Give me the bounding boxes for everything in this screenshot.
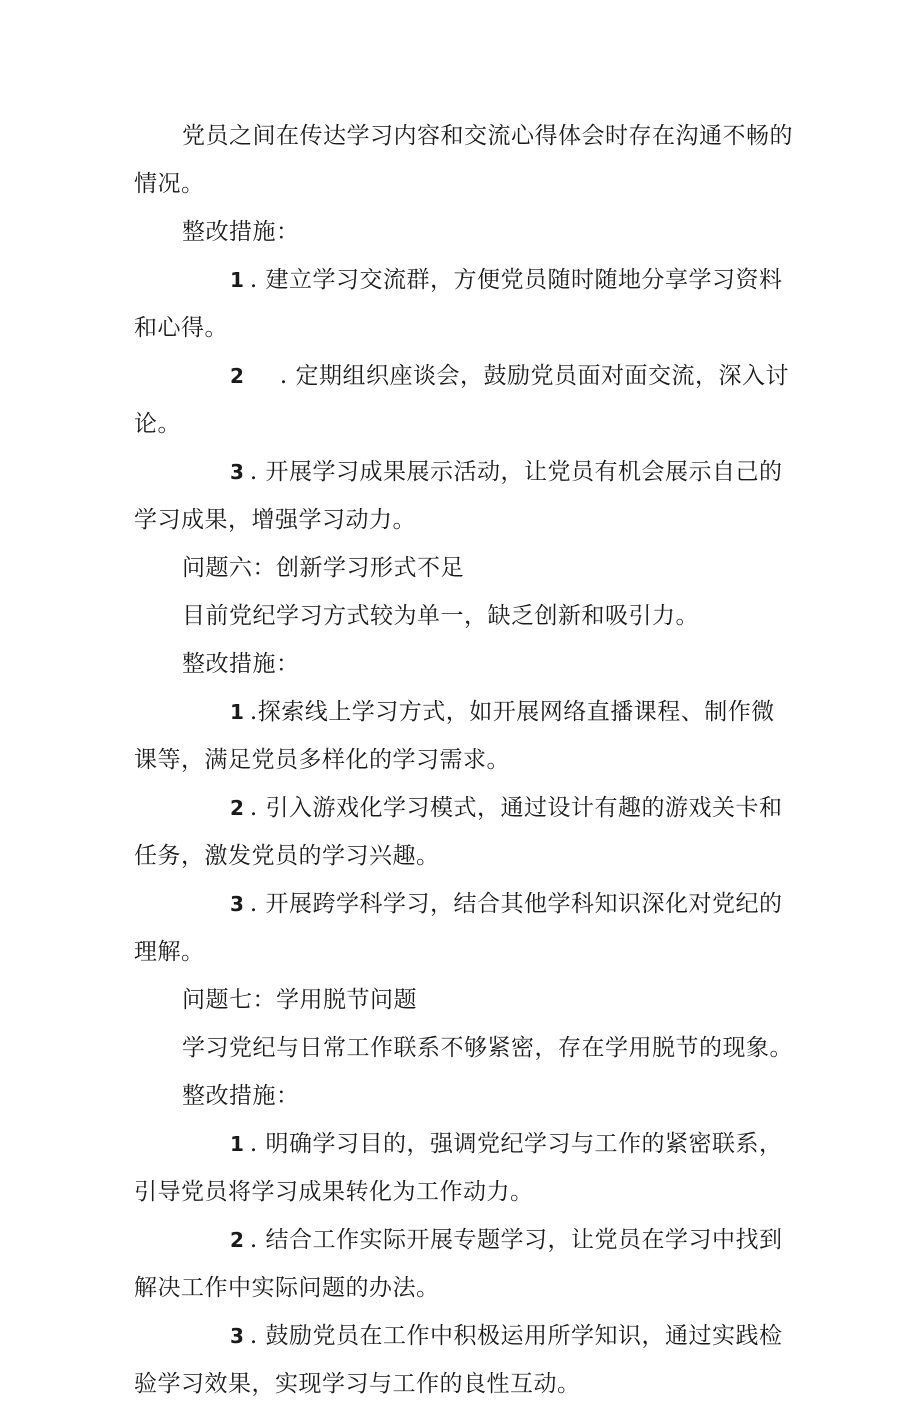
- item-text: . 鼓励党员在工作中积极运用所学知识，通过实践检验学习效果，实现学习与工作的良性互动。: [134, 1323, 783, 1397]
- item-number: 2: [230, 364, 244, 388]
- list-item: [134, 1216, 794, 1312]
- paragraph: [134, 592, 794, 640]
- item-number: 1: [230, 700, 244, 724]
- list-item: [134, 1312, 794, 1408]
- list-item: [134, 784, 794, 880]
- paragraph-text: 党员之间在传达学习内容和交流心得体会时存在沟通不畅的情况。: [134, 123, 793, 197]
- item-text: . 建立学习交流群，方便党员随时随地分享学习资料和心得。: [134, 267, 783, 341]
- paragraph: [134, 112, 794, 208]
- section-label: [134, 1072, 794, 1120]
- list-item: [134, 688, 794, 784]
- paragraph-text: 学习党纪与日常工作联系不够紧密，存在学用脱节的现象。: [182, 1035, 793, 1061]
- item-text: . 定期组织座谈会，鼓励党员面对面交流，深入讨论。: [134, 363, 790, 437]
- item-text: . 结合工作实际开展专题学习，让党员在学习中找到解决工作中实际问题的办法。: [134, 1227, 783, 1301]
- item-text: . 引入游戏化学习模式，通过设计有趣的游戏关卡和任务，激发党员的学习兴趣。: [134, 795, 783, 869]
- paragraph-text: 整改措施：: [182, 1083, 300, 1109]
- item-number: 1: [230, 268, 244, 292]
- heading-text: 问题六：创新学习形式不足: [182, 555, 464, 581]
- item-number: 2: [230, 796, 244, 820]
- section-label: [134, 208, 794, 256]
- paragraph-text: 整改措施：: [182, 651, 300, 677]
- item-text: . 开展跨学科学习，结合其他学科知识深化对党纪的理解。: [134, 891, 783, 965]
- list-item: [134, 256, 794, 352]
- issue-heading: [134, 544, 794, 592]
- item-number: 2: [230, 1228, 244, 1252]
- list-item: [134, 448, 794, 544]
- heading-text: 问题七：学用脱节问题: [182, 987, 417, 1013]
- list-item: [134, 880, 794, 976]
- item-number: 1: [230, 1132, 244, 1156]
- list-item: [134, 352, 794, 448]
- item-text: . 明确学习目的，强调党纪学习与工作的紧密联系，引导党员将学习成果转化为工作动力。: [134, 1131, 783, 1205]
- item-text: . 开展学习成果展示活动，让党员有机会展示自己的学习成果，增强学习动力。: [134, 459, 783, 533]
- item-number: 3: [230, 1324, 244, 1348]
- item-number: 3: [230, 892, 244, 916]
- section-label: [134, 640, 794, 688]
- list-item: [134, 1120, 794, 1216]
- item-number: 3: [230, 460, 244, 484]
- paragraph: [134, 1024, 794, 1072]
- issue-heading: [134, 976, 794, 1024]
- document-body: [134, 112, 794, 1408]
- paragraph-text: 目前党纪学习方式较为单一，缺乏创新和吸引力。: [182, 603, 699, 629]
- paragraph-text: 整改措施：: [182, 219, 300, 245]
- item-text: .探索线上学习方式，如开展网络直播课程、制作微课等，满足党员多样化的学习需求。: [134, 699, 775, 773]
